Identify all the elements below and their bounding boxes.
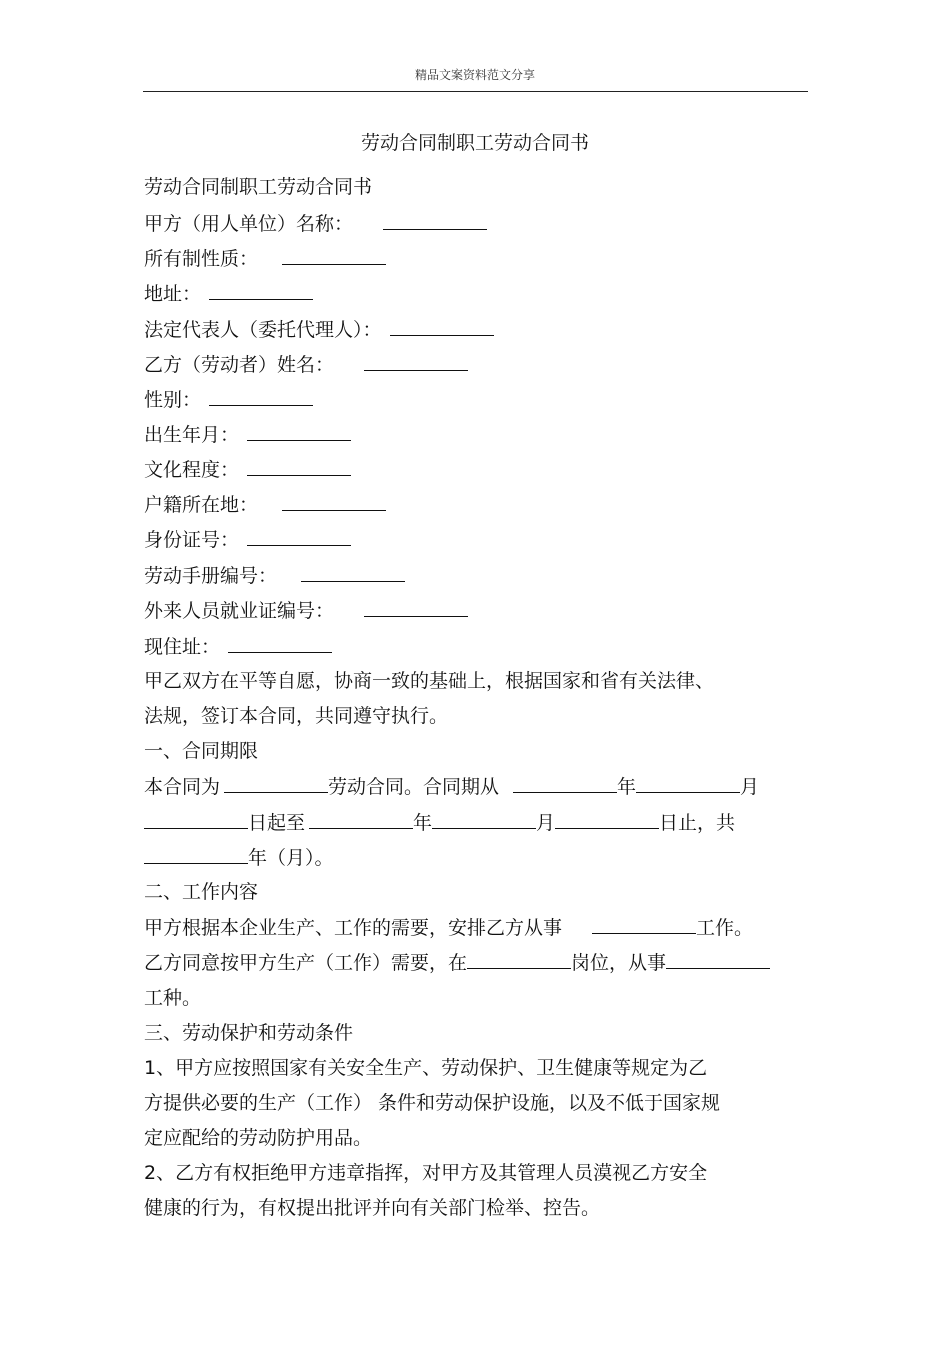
field-label: 乙方（劳动者）姓名： <box>144 354 335 376</box>
blank-line <box>247 422 351 441</box>
intro-paragraph-line-1: 甲乙双方在平等自愿，协商一致的基础上，根据国家和省有关法律、 <box>144 670 715 692</box>
blank-line <box>228 634 332 653</box>
term-line-2 <box>144 810 735 835</box>
field-label: 户籍所在地： <box>144 494 259 516</box>
condition-2-line-2: 健康的行为，有权提出批评并向有关部门检举、控告。 <box>144 1197 601 1219</box>
field-education <box>144 457 351 482</box>
blank-line <box>666 950 770 969</box>
field-address <box>144 281 313 306</box>
blank-line <box>247 527 351 546</box>
blank-line <box>432 810 536 829</box>
section-heading-work: 二、工作内容 <box>144 881 259 903</box>
field-party-b-name <box>144 352 468 377</box>
blank-line <box>144 845 248 864</box>
blank-line <box>467 950 571 969</box>
term-text: 年（月）。 <box>248 847 334 869</box>
term-text: 年 <box>617 776 637 798</box>
blank-line <box>383 211 487 230</box>
term-text: 月 <box>740 776 760 798</box>
term-line-1 <box>144 774 759 799</box>
blank-line <box>224 774 328 793</box>
blank-line <box>364 598 468 617</box>
field-label: 文化程度： <box>144 459 240 481</box>
blank-line <box>636 774 740 793</box>
field-hukou <box>144 492 386 517</box>
term-text: 月 <box>536 812 556 834</box>
blank-line <box>513 774 617 793</box>
blank-line <box>209 387 313 406</box>
field-label: 性别： <box>144 389 202 411</box>
condition-1-line-1: 1、甲方应按照国家有关安全生产、劳动保护、卫生健康等规定为乙 <box>144 1057 708 1079</box>
term-text: 本合同为 <box>144 776 221 798</box>
page-header: 精品文案资料范文分享 <box>414 68 535 82</box>
field-label: 外来人员就业证编号： <box>144 600 335 622</box>
field-label: 甲方（用人单位）名称： <box>144 213 354 235</box>
field-labor-handbook <box>144 563 405 588</box>
work-text: 乙方同意按甲方生产（工作）需要，在 <box>144 952 468 974</box>
blank-line <box>247 457 351 476</box>
intro-paragraph-line-2: 法规，签订本合同，共同遵守执行。 <box>144 705 449 727</box>
field-party-a-name <box>144 211 487 236</box>
work-text: 甲方根据本企业生产、工作的需要，安排乙方从事 <box>144 917 563 939</box>
document-title: 劳动合同制职工劳动合同书 <box>360 132 589 154</box>
condition-2-line-1: 2、乙方有权拒绝甲方违章指挥，对甲方及其管理人员漠视乙方安全 <box>144 1162 708 1184</box>
field-current-address <box>144 634 332 659</box>
field-label: 身份证号： <box>144 529 240 551</box>
field-label: 现住址： <box>144 636 221 658</box>
field-ownership <box>144 246 386 271</box>
work-text: 工作。 <box>696 917 754 939</box>
field-label: 法定代表人（委托代理人）： <box>144 319 382 341</box>
term-text: 日止，共 <box>659 812 736 834</box>
blank-line <box>301 563 405 582</box>
section-heading-conditions: 三、劳动保护和劳动条件 <box>144 1022 354 1044</box>
field-birth <box>144 422 351 447</box>
term-text: 年 <box>413 812 433 834</box>
blank-line <box>555 810 659 829</box>
field-label: 地址： <box>144 283 202 305</box>
work-line-3: 工种。 <box>144 987 202 1009</box>
term-line-3 <box>144 845 334 870</box>
field-label: 出生年月： <box>144 424 240 446</box>
term-text: 日起至 <box>248 812 306 834</box>
blank-line <box>144 810 248 829</box>
field-migrant-cert <box>144 598 468 623</box>
subtitle: 劳动合同制职工劳动合同书 <box>144 176 373 198</box>
field-id-number <box>144 527 351 552</box>
blank-line <box>209 281 313 300</box>
blank-line <box>592 915 696 934</box>
field-legal-rep <box>144 317 494 342</box>
term-text: 劳动合同。合同期从 <box>328 776 500 798</box>
field-label: 所有制性质： <box>144 248 259 270</box>
work-text: 岗位，从事 <box>571 952 667 974</box>
work-line-2 <box>144 950 770 975</box>
blank-line <box>364 352 468 371</box>
blank-line <box>309 810 413 829</box>
section-heading-term: 一、合同期限 <box>144 740 259 762</box>
condition-1-line-2: 方提供必要的生产（工作） 条件和劳动保护设施，以及不低于国家规 <box>144 1092 721 1114</box>
field-label: 劳动手册编号： <box>144 565 278 587</box>
header-divider <box>143 91 808 92</box>
blank-line <box>282 246 386 265</box>
blank-line <box>282 492 386 511</box>
work-line-1 <box>144 915 753 940</box>
field-gender <box>144 387 313 412</box>
condition-1-line-3: 定应配给的劳动防护用品。 <box>144 1127 373 1149</box>
blank-line <box>390 317 494 336</box>
